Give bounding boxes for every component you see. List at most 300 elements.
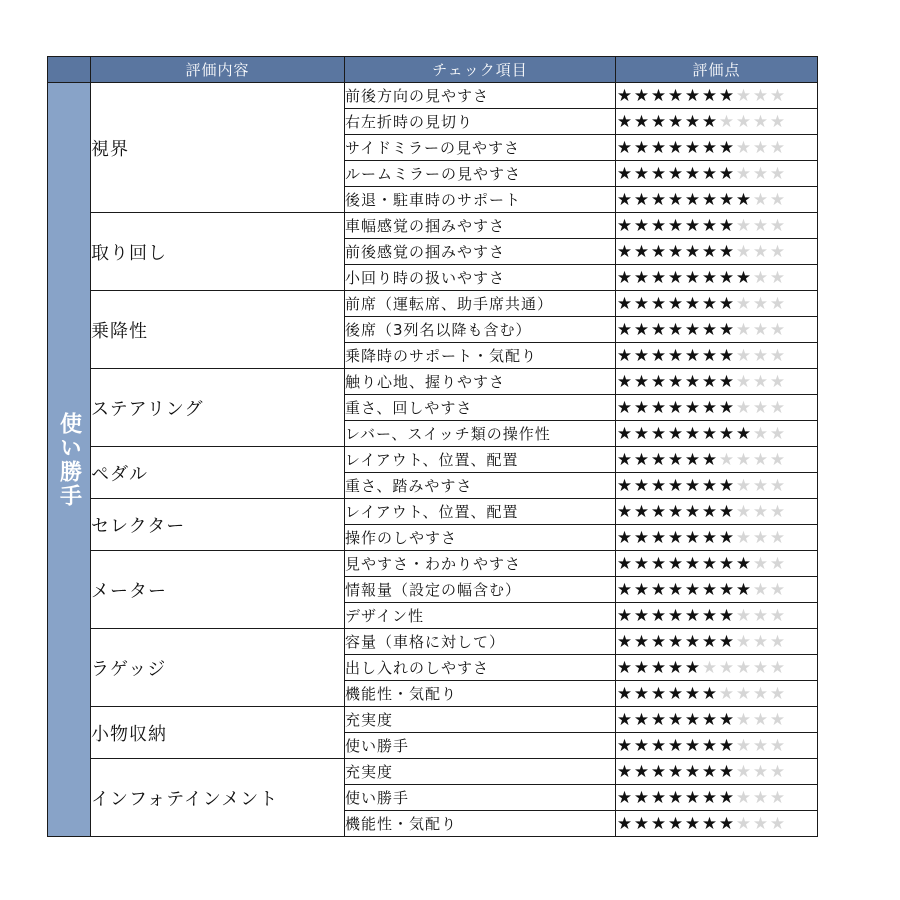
star-filled-icon: ★ <box>735 189 752 210</box>
star-empty-icon: ★ <box>769 683 786 704</box>
star-empty-icon: ★ <box>752 189 769 210</box>
star-filled-icon: ★ <box>650 137 667 158</box>
star-filled-icon: ★ <box>718 631 735 652</box>
star-empty-icon: ★ <box>752 553 769 574</box>
star-rating <box>616 473 818 499</box>
check-item-cell: 容量（車格に対して） <box>345 629 616 655</box>
star-filled-icon: ★ <box>616 527 633 548</box>
star-filled-icon: ★ <box>667 735 684 756</box>
star-filled-icon: ★ <box>633 163 650 184</box>
header-category: 評価内容 <box>91 57 345 83</box>
star-rating <box>616 317 818 343</box>
star-filled-icon: ★ <box>684 501 701 522</box>
category-cell: セレクター <box>91 499 345 551</box>
table-row <box>48 447 818 473</box>
star-empty-icon: ★ <box>735 735 752 756</box>
check-item-cell: レイアウト、位置、配置 <box>345 499 616 525</box>
star-empty-icon: ★ <box>735 111 752 132</box>
star-filled-icon: ★ <box>701 501 718 522</box>
star-filled-icon: ★ <box>650 293 667 314</box>
star-filled-icon: ★ <box>701 683 718 704</box>
star-filled-icon: ★ <box>701 189 718 210</box>
star-filled-icon: ★ <box>633 501 650 522</box>
star-empty-icon: ★ <box>769 657 786 678</box>
star-filled-icon: ★ <box>684 267 701 288</box>
star-filled-icon: ★ <box>650 631 667 652</box>
star-filled-icon: ★ <box>616 501 633 522</box>
star-filled-icon: ★ <box>633 475 650 496</box>
star-empty-icon: ★ <box>752 293 769 314</box>
star-filled-icon: ★ <box>684 371 701 392</box>
star-empty-icon: ★ <box>769 761 786 782</box>
header-score: 評価点 <box>616 57 818 83</box>
star-empty-icon: ★ <box>735 605 752 626</box>
star-rating <box>616 603 818 629</box>
star-filled-icon: ★ <box>718 215 735 236</box>
star-empty-icon: ★ <box>735 501 752 522</box>
category-cell: 乗降性 <box>91 291 345 369</box>
star-filled-icon: ★ <box>650 371 667 392</box>
check-item-cell: 重さ、踏みやすさ <box>345 473 616 499</box>
star-filled-icon: ★ <box>701 553 718 574</box>
star-rating <box>616 811 818 837</box>
star-empty-icon: ★ <box>769 709 786 730</box>
star-empty-icon: ★ <box>769 345 786 366</box>
star-empty-icon: ★ <box>735 527 752 548</box>
star-empty-icon: ★ <box>735 293 752 314</box>
star-filled-icon: ★ <box>701 111 718 132</box>
star-filled-icon: ★ <box>718 735 735 756</box>
star-rating <box>616 733 818 759</box>
star-filled-icon: ★ <box>616 787 633 808</box>
star-filled-icon: ★ <box>684 423 701 444</box>
star-empty-icon: ★ <box>769 163 786 184</box>
star-empty-icon: ★ <box>752 267 769 288</box>
star-empty-icon: ★ <box>735 631 752 652</box>
star-filled-icon: ★ <box>616 85 633 106</box>
star-rating <box>616 213 818 239</box>
star-filled-icon: ★ <box>684 787 701 808</box>
star-empty-icon: ★ <box>752 735 769 756</box>
star-empty-icon: ★ <box>769 527 786 548</box>
star-filled-icon: ★ <box>667 85 684 106</box>
star-empty-icon: ★ <box>769 579 786 600</box>
star-empty-icon: ★ <box>752 397 769 418</box>
star-empty-icon: ★ <box>752 761 769 782</box>
star-empty-icon: ★ <box>769 293 786 314</box>
star-rating <box>616 83 818 109</box>
star-filled-icon: ★ <box>701 761 718 782</box>
star-filled-icon: ★ <box>701 423 718 444</box>
star-filled-icon: ★ <box>701 735 718 756</box>
star-filled-icon: ★ <box>684 397 701 418</box>
star-filled-icon: ★ <box>633 787 650 808</box>
star-rating <box>616 421 818 447</box>
star-empty-icon: ★ <box>735 475 752 496</box>
star-filled-icon: ★ <box>684 579 701 600</box>
star-filled-icon: ★ <box>667 605 684 626</box>
star-filled-icon: ★ <box>616 423 633 444</box>
star-filled-icon: ★ <box>684 527 701 548</box>
star-filled-icon: ★ <box>667 267 684 288</box>
star-filled-icon: ★ <box>650 657 667 678</box>
star-rating <box>616 759 818 785</box>
star-filled-icon: ★ <box>667 241 684 262</box>
star-filled-icon: ★ <box>684 761 701 782</box>
star-filled-icon: ★ <box>616 657 633 678</box>
star-empty-icon: ★ <box>718 657 735 678</box>
star-empty-icon: ★ <box>769 319 786 340</box>
star-filled-icon: ★ <box>633 761 650 782</box>
star-filled-icon: ★ <box>616 475 633 496</box>
star-filled-icon: ★ <box>650 241 667 262</box>
star-empty-icon: ★ <box>718 449 735 470</box>
star-filled-icon: ★ <box>650 709 667 730</box>
star-filled-icon: ★ <box>701 605 718 626</box>
star-empty-icon: ★ <box>735 371 752 392</box>
star-empty-icon: ★ <box>769 813 786 834</box>
star-filled-icon: ★ <box>718 397 735 418</box>
star-filled-icon: ★ <box>684 293 701 314</box>
star-filled-icon: ★ <box>633 657 650 678</box>
star-empty-icon: ★ <box>735 215 752 236</box>
star-filled-icon: ★ <box>650 813 667 834</box>
star-filled-icon: ★ <box>735 579 752 600</box>
star-filled-icon: ★ <box>684 813 701 834</box>
star-empty-icon: ★ <box>769 423 786 444</box>
header-row <box>48 57 818 83</box>
star-filled-icon: ★ <box>616 605 633 626</box>
star-empty-icon: ★ <box>752 475 769 496</box>
check-item-cell: 充実度 <box>345 707 616 733</box>
star-filled-icon: ★ <box>633 241 650 262</box>
star-filled-icon: ★ <box>633 709 650 730</box>
star-filled-icon: ★ <box>650 163 667 184</box>
star-empty-icon: ★ <box>752 163 769 184</box>
check-item-cell: 機能性・気配り <box>345 681 616 707</box>
star-empty-icon: ★ <box>752 527 769 548</box>
star-filled-icon: ★ <box>684 137 701 158</box>
star-filled-icon: ★ <box>701 85 718 106</box>
star-filled-icon: ★ <box>650 111 667 132</box>
star-empty-icon: ★ <box>752 579 769 600</box>
star-filled-icon: ★ <box>633 605 650 626</box>
star-filled-icon: ★ <box>718 787 735 808</box>
star-filled-icon: ★ <box>667 163 684 184</box>
star-filled-icon: ★ <box>701 267 718 288</box>
check-item-cell: 操作のしやすさ <box>345 525 616 551</box>
table-row <box>48 369 818 395</box>
star-filled-icon: ★ <box>616 215 633 236</box>
star-filled-icon: ★ <box>684 241 701 262</box>
check-item-cell: 使い勝手 <box>345 785 616 811</box>
star-rating <box>616 681 818 707</box>
star-empty-icon: ★ <box>735 345 752 366</box>
star-filled-icon: ★ <box>633 579 650 600</box>
star-filled-icon: ★ <box>684 449 701 470</box>
star-filled-icon: ★ <box>616 683 633 704</box>
star-empty-icon: ★ <box>752 813 769 834</box>
star-filled-icon: ★ <box>667 319 684 340</box>
table-row <box>48 499 818 525</box>
star-filled-icon: ★ <box>718 163 735 184</box>
star-filled-icon: ★ <box>718 761 735 782</box>
star-filled-icon: ★ <box>718 345 735 366</box>
star-filled-icon: ★ <box>633 423 650 444</box>
star-filled-icon: ★ <box>633 527 650 548</box>
star-filled-icon: ★ <box>667 501 684 522</box>
star-filled-icon: ★ <box>616 319 633 340</box>
star-empty-icon: ★ <box>752 423 769 444</box>
star-filled-icon: ★ <box>633 85 650 106</box>
check-item-cell: 車幅感覚の掴みやすさ <box>345 213 616 239</box>
star-filled-icon: ★ <box>616 371 633 392</box>
star-filled-icon: ★ <box>650 345 667 366</box>
star-filled-icon: ★ <box>701 215 718 236</box>
star-rating <box>616 291 818 317</box>
star-filled-icon: ★ <box>684 163 701 184</box>
star-rating <box>616 655 818 681</box>
star-filled-icon: ★ <box>735 267 752 288</box>
star-filled-icon: ★ <box>667 631 684 652</box>
star-filled-icon: ★ <box>684 735 701 756</box>
star-filled-icon: ★ <box>650 787 667 808</box>
star-filled-icon: ★ <box>667 553 684 574</box>
star-filled-icon: ★ <box>701 293 718 314</box>
star-filled-icon: ★ <box>616 813 633 834</box>
star-filled-icon: ★ <box>718 189 735 210</box>
star-filled-icon: ★ <box>718 709 735 730</box>
star-filled-icon: ★ <box>684 631 701 652</box>
star-empty-icon: ★ <box>752 501 769 522</box>
star-filled-icon: ★ <box>667 215 684 236</box>
star-filled-icon: ★ <box>667 683 684 704</box>
star-rating <box>616 551 818 577</box>
star-filled-icon: ★ <box>684 345 701 366</box>
star-empty-icon: ★ <box>735 787 752 808</box>
star-empty-icon: ★ <box>769 605 786 626</box>
star-filled-icon: ★ <box>667 449 684 470</box>
star-filled-icon: ★ <box>616 709 633 730</box>
star-filled-icon: ★ <box>667 787 684 808</box>
star-rating <box>616 577 818 603</box>
star-filled-icon: ★ <box>684 709 701 730</box>
star-empty-icon: ★ <box>735 813 752 834</box>
star-empty-icon: ★ <box>752 85 769 106</box>
category-cell: 取り回し <box>91 213 345 291</box>
star-rating <box>616 161 818 187</box>
star-filled-icon: ★ <box>718 423 735 444</box>
star-filled-icon: ★ <box>633 137 650 158</box>
star-filled-icon: ★ <box>650 215 667 236</box>
star-filled-icon: ★ <box>633 215 650 236</box>
star-filled-icon: ★ <box>616 397 633 418</box>
star-filled-icon: ★ <box>633 293 650 314</box>
star-filled-icon: ★ <box>718 137 735 158</box>
star-rating <box>616 109 818 135</box>
star-rating <box>616 369 818 395</box>
star-empty-icon: ★ <box>769 267 786 288</box>
star-empty-icon: ★ <box>769 189 786 210</box>
star-filled-icon: ★ <box>684 475 701 496</box>
star-filled-icon: ★ <box>633 449 650 470</box>
check-item-cell: 機能性・気配り <box>345 811 616 837</box>
check-item-cell: ルームミラーの見やすさ <box>345 161 616 187</box>
star-filled-icon: ★ <box>650 449 667 470</box>
check-item-cell: 後席（3列名以降も含む） <box>345 317 616 343</box>
header-check-item: チェック項目 <box>345 57 616 83</box>
star-filled-icon: ★ <box>667 475 684 496</box>
star-filled-icon: ★ <box>684 85 701 106</box>
section-label: 使い勝手 <box>48 83 91 837</box>
star-filled-icon: ★ <box>633 371 650 392</box>
star-filled-icon: ★ <box>616 553 633 574</box>
star-empty-icon: ★ <box>769 371 786 392</box>
check-item-cell: 出し入れのしやすさ <box>345 655 616 681</box>
star-filled-icon: ★ <box>701 527 718 548</box>
table-body <box>48 83 818 837</box>
star-rating <box>616 499 818 525</box>
category-cell: ステアリング <box>91 369 345 447</box>
star-rating <box>616 239 818 265</box>
star-filled-icon: ★ <box>718 475 735 496</box>
star-filled-icon: ★ <box>633 553 650 574</box>
star-filled-icon: ★ <box>650 605 667 626</box>
star-filled-icon: ★ <box>701 397 718 418</box>
check-item-cell: 情報量（設定の幅含む） <box>345 577 616 603</box>
star-rating <box>616 525 818 551</box>
star-empty-icon: ★ <box>735 137 752 158</box>
category-cell: インフォテインメント <box>91 759 345 837</box>
star-filled-icon: ★ <box>684 553 701 574</box>
star-empty-icon: ★ <box>735 163 752 184</box>
star-empty-icon: ★ <box>735 761 752 782</box>
check-item-cell: 使い勝手 <box>345 733 616 759</box>
star-empty-icon: ★ <box>735 657 752 678</box>
star-empty-icon: ★ <box>769 215 786 236</box>
star-empty-icon: ★ <box>718 111 735 132</box>
star-empty-icon: ★ <box>735 709 752 730</box>
check-item-cell: 後退・駐車時のサポート <box>345 187 616 213</box>
star-filled-icon: ★ <box>701 475 718 496</box>
table-row <box>48 707 818 733</box>
star-filled-icon: ★ <box>667 293 684 314</box>
star-filled-icon: ★ <box>667 527 684 548</box>
star-filled-icon: ★ <box>633 111 650 132</box>
table-row <box>48 213 818 239</box>
star-empty-icon: ★ <box>752 657 769 678</box>
star-filled-icon: ★ <box>650 761 667 782</box>
star-empty-icon: ★ <box>735 449 752 470</box>
star-empty-icon: ★ <box>769 787 786 808</box>
star-filled-icon: ★ <box>667 657 684 678</box>
star-empty-icon: ★ <box>769 85 786 106</box>
star-filled-icon: ★ <box>701 813 718 834</box>
star-empty-icon: ★ <box>752 111 769 132</box>
star-filled-icon: ★ <box>718 85 735 106</box>
star-filled-icon: ★ <box>667 111 684 132</box>
star-filled-icon: ★ <box>616 579 633 600</box>
star-empty-icon: ★ <box>752 631 769 652</box>
star-filled-icon: ★ <box>650 501 667 522</box>
star-empty-icon: ★ <box>752 241 769 262</box>
star-filled-icon: ★ <box>633 189 650 210</box>
star-empty-icon: ★ <box>769 111 786 132</box>
check-item-cell: 前後方向の見やすさ <box>345 83 616 109</box>
category-cell: 小物収納 <box>91 707 345 759</box>
star-empty-icon: ★ <box>752 319 769 340</box>
star-empty-icon: ★ <box>752 709 769 730</box>
star-filled-icon: ★ <box>684 683 701 704</box>
star-filled-icon: ★ <box>701 163 718 184</box>
star-filled-icon: ★ <box>718 605 735 626</box>
star-filled-icon: ★ <box>616 293 633 314</box>
star-rating <box>616 629 818 655</box>
check-item-cell: 前席（運転席、助手席共通） <box>345 291 616 317</box>
star-filled-icon: ★ <box>701 345 718 366</box>
star-filled-icon: ★ <box>650 553 667 574</box>
star-filled-icon: ★ <box>616 137 633 158</box>
star-empty-icon: ★ <box>701 657 718 678</box>
star-filled-icon: ★ <box>684 657 701 678</box>
star-filled-icon: ★ <box>667 709 684 730</box>
star-empty-icon: ★ <box>769 449 786 470</box>
star-filled-icon: ★ <box>701 241 718 262</box>
check-item-cell: 重さ、回しやすさ <box>345 395 616 421</box>
star-empty-icon: ★ <box>769 397 786 418</box>
star-filled-icon: ★ <box>650 527 667 548</box>
star-filled-icon: ★ <box>701 709 718 730</box>
star-filled-icon: ★ <box>684 605 701 626</box>
star-filled-icon: ★ <box>684 111 701 132</box>
star-empty-icon: ★ <box>752 683 769 704</box>
star-filled-icon: ★ <box>718 813 735 834</box>
star-rating <box>616 135 818 161</box>
check-item-cell: 触り心地、握りやすさ <box>345 369 616 395</box>
star-rating <box>616 265 818 291</box>
header-blank-cell <box>48 57 91 83</box>
star-empty-icon: ★ <box>769 553 786 574</box>
star-filled-icon: ★ <box>718 241 735 262</box>
star-rating <box>616 785 818 811</box>
star-empty-icon: ★ <box>769 241 786 262</box>
star-empty-icon: ★ <box>769 475 786 496</box>
star-filled-icon: ★ <box>718 293 735 314</box>
table-row <box>48 83 818 109</box>
star-filled-icon: ★ <box>718 553 735 574</box>
category-cell: 視界 <box>91 83 345 213</box>
check-item-cell: サイドミラーの見やすさ <box>345 135 616 161</box>
table-row <box>48 551 818 577</box>
check-item-cell: デザイン性 <box>345 603 616 629</box>
star-filled-icon: ★ <box>616 449 633 470</box>
star-empty-icon: ★ <box>769 501 786 522</box>
star-filled-icon: ★ <box>667 579 684 600</box>
check-item-cell: 右左折時の見切り <box>345 109 616 135</box>
star-rating <box>616 707 818 733</box>
star-filled-icon: ★ <box>718 371 735 392</box>
star-empty-icon: ★ <box>752 605 769 626</box>
check-item-cell: 小回り時の扱いやすさ <box>345 265 616 291</box>
star-filled-icon: ★ <box>718 267 735 288</box>
star-empty-icon: ★ <box>735 85 752 106</box>
star-filled-icon: ★ <box>667 345 684 366</box>
star-filled-icon: ★ <box>616 345 633 366</box>
star-filled-icon: ★ <box>701 787 718 808</box>
star-filled-icon: ★ <box>667 397 684 418</box>
star-filled-icon: ★ <box>650 579 667 600</box>
star-filled-icon: ★ <box>616 735 633 756</box>
